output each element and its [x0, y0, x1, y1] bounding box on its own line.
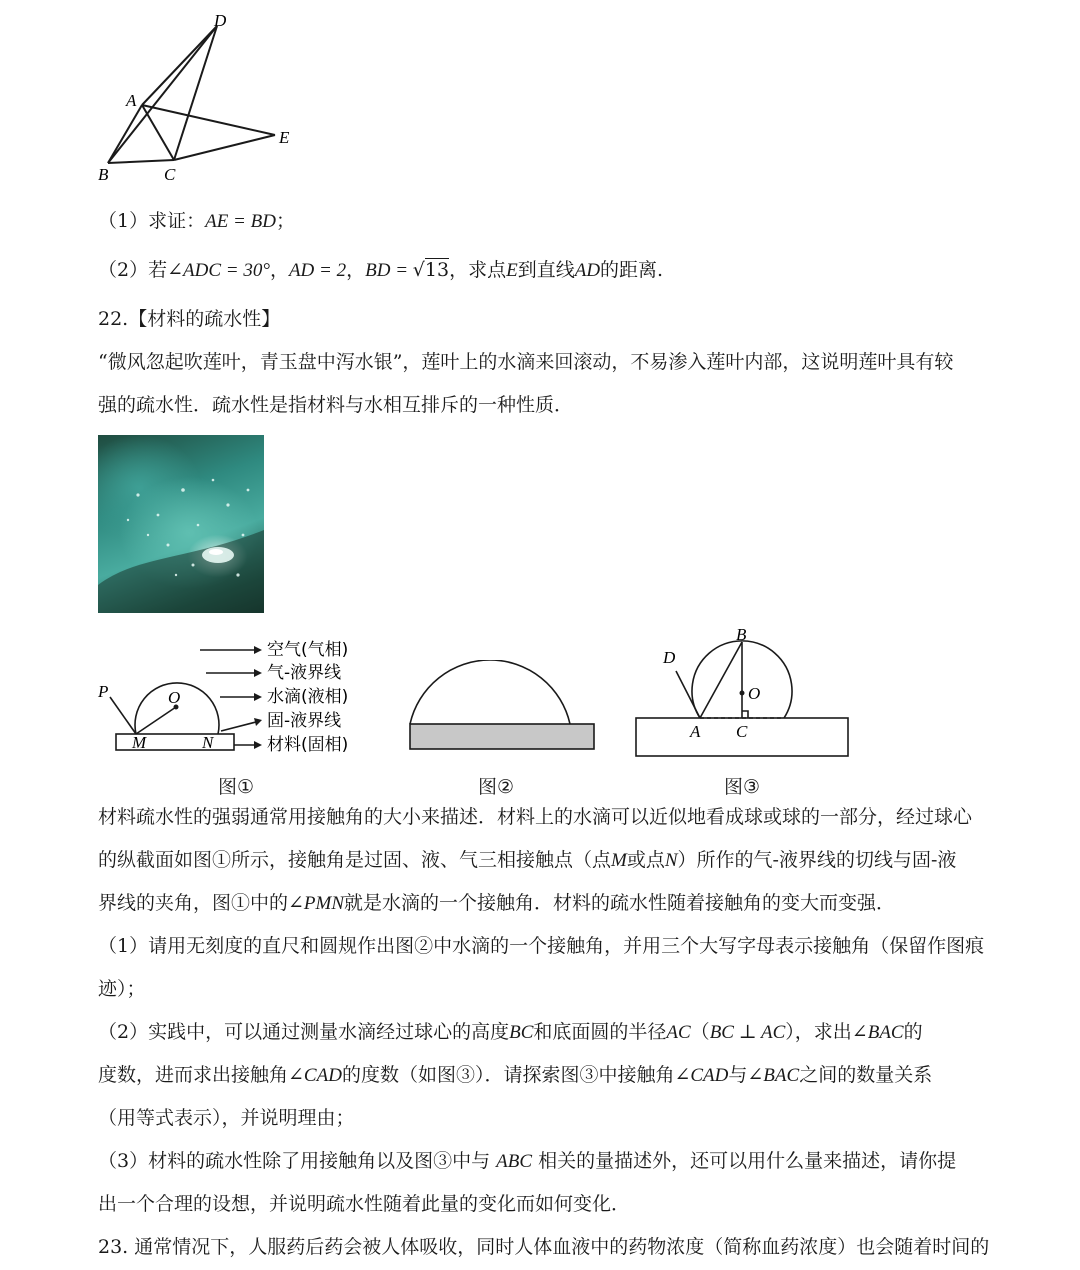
fig1-label-m: M: [132, 733, 147, 752]
fig1-label-p: P: [98, 682, 109, 701]
q21-sep1: ，: [269, 259, 289, 281]
q22-part2-line3: （用等式表示），并说明理由；: [98, 1107, 355, 1129]
q22-intro-line1: “微风忽起吹莲叶，青玉盘中泻水银”，莲叶上的水滴来回滚动，不易渗入莲叶内部，这说明莲叶具有较: [98, 351, 954, 373]
q21-part1-prefix: （1）求证：: [98, 210, 206, 232]
q22-desc-line2: [98, 846, 956, 875]
q22-intro-line2: 强的疏水性．疏水性是指材料与水相互排斥的一种性质．: [98, 394, 574, 416]
fig1-legend-air: 空气(气相): [267, 640, 349, 660]
q22-p2-l1b: 和底面圆的半径: [533, 1021, 667, 1043]
q22-p2-l2b: 的度数（如图③）．请探索图③中接触角: [341, 1064, 675, 1086]
fig1-legend-material: 材料(固相): [267, 735, 349, 755]
q22-angle-bac: ∠BAC: [851, 1022, 904, 1043]
lotus-leaf-photo: [98, 435, 264, 613]
figure-2: [380, 660, 610, 755]
q22-part3-line1: [98, 1147, 956, 1176]
q22-point-m: M: [611, 850, 627, 871]
fig3-label-c: C: [736, 722, 748, 741]
q22-point-n: N: [664, 850, 678, 871]
q22-triangle-abc: ABC: [496, 1151, 533, 1172]
q22-p3-l1b: 相关的量描述外，还可以用什么量来描述，请你提: [538, 1150, 957, 1172]
q21-part2: [98, 256, 663, 285]
q22-angle-cad: ∠CAD: [288, 1065, 342, 1086]
sqrt-symbol: √: [412, 259, 425, 281]
q22-desc-l2b: 或点: [626, 849, 665, 871]
q22-desc-l3b: 就是水滴的一个接触角．材料的疏水性随着接触角的变大而变强．: [344, 892, 896, 914]
label-b: B: [98, 165, 109, 184]
q22-p2-l1e: 的: [903, 1021, 923, 1043]
q22-p2-l2d: 之间的数量关系: [799, 1064, 933, 1086]
fig3-label-b: B: [736, 625, 747, 644]
q21-part1-suffix: ；: [275, 210, 295, 232]
q22-seg-ac: AC: [666, 1022, 691, 1043]
q21-sep2: ，: [346, 259, 366, 281]
fig1-label-o: O: [168, 688, 181, 707]
q21-bd-value: BD =: [365, 260, 413, 281]
q21-sqrt-radicand: 13: [424, 259, 450, 281]
q22-p2-l2a: 度数，进而求出接触角: [98, 1064, 289, 1086]
figure-1: [96, 633, 376, 758]
q22-desc-line3: [98, 889, 895, 918]
q22-p2-l1a: （2）实践中，可以通过测量水滴经过球心的高度: [98, 1021, 510, 1043]
q21-ad-value: AD = 2: [288, 260, 347, 281]
q22-heading: 22.【材料的疏水性】: [98, 308, 281, 330]
q21-part2-prefix: （2）若: [98, 259, 168, 281]
q22-p3-l1a: （3）材料的疏水性除了用接触角以及图③中与: [98, 1150, 491, 1172]
q22-desc-l2c: ）所作的气-液界线的切线与固-液: [677, 849, 957, 871]
q22-desc-line1: 材料疏水性的强弱通常用接触角的大小来描述．材料上的水滴可以近似地看成球或球的一部分，经过球心: [98, 806, 973, 828]
water-droplets: [98, 435, 264, 613]
fig3-caption: 图③: [724, 776, 761, 798]
fig2-caption: 图②: [478, 776, 515, 798]
figure-3: [630, 625, 860, 760]
q22-p2-l1c: （: [690, 1021, 710, 1043]
label-e: E: [279, 128, 290, 147]
fig1-legend-droplet: 水滴(液相): [267, 687, 349, 707]
q21-part2-mid: 到直线: [517, 259, 575, 281]
q21-line-ad: AD: [574, 260, 601, 281]
q22-desc-l2a: 的纵截面如图①所示，接触角是过固、液、气三相接触点（点: [98, 849, 612, 871]
fig1-legend-gas-liquid: 气-液界线: [267, 663, 342, 683]
q22-angle-pmn: ∠PMN: [288, 893, 345, 914]
q22-part2-line1: [98, 1018, 923, 1047]
fig1-legend-solid-liquid: 固-液界线: [267, 711, 342, 731]
fig1-caption: 图①: [218, 776, 255, 798]
q22-part1-line1: （1）请用无刻度的直尺和圆规作出图②中水滴的一个接触角，并用三个大写字母表示接触角（保留作图痕: [98, 935, 985, 957]
q23-line1: 23. 通常情况下，人服药后药会被人体吸收，同时人体血液中的药物浓度（简称血药浓度）也会随着时间的: [98, 1236, 990, 1258]
q22-part3-line2: 出一个合理的设想，并说明疏水性随着此量的变化而如何变化．: [98, 1193, 631, 1215]
q22-angle-cad-2: ∠CAD: [674, 1065, 729, 1086]
q21-part1: [98, 207, 295, 236]
q21-part1-math: AE = BD: [205, 211, 276, 232]
q21-part2-end: 的距离.: [600, 259, 664, 281]
fig3-label-d: D: [663, 648, 676, 667]
q22-p2-l1d: ），求出: [785, 1021, 852, 1043]
label-d: D: [214, 11, 227, 30]
q22-part2-line2: [98, 1061, 932, 1090]
figure-q21: [90, 8, 310, 188]
q21-angle-adc: ∠ADC = 30°: [167, 260, 270, 281]
label-c: C: [164, 165, 176, 184]
q22-part1-line2: 迹）；: [98, 978, 146, 1000]
label-a: A: [126, 91, 137, 110]
q22-perp: BC ⊥ AC: [709, 1022, 786, 1043]
fig1-label-n: N: [202, 733, 214, 752]
q22-p2-l2c: 与: [728, 1064, 748, 1086]
q21-part2-rest: ，求点: [449, 259, 507, 281]
q22-desc-l3a: 界线的夹角，图①中的: [98, 892, 289, 914]
q21-point-e: E: [506, 260, 518, 281]
q22-angle-bac-2: ∠BAC: [747, 1065, 800, 1086]
q22-seg-bc: BC: [509, 1022, 534, 1043]
fig3-label-o: O: [748, 684, 761, 703]
fig3-label-a: A: [690, 722, 701, 741]
